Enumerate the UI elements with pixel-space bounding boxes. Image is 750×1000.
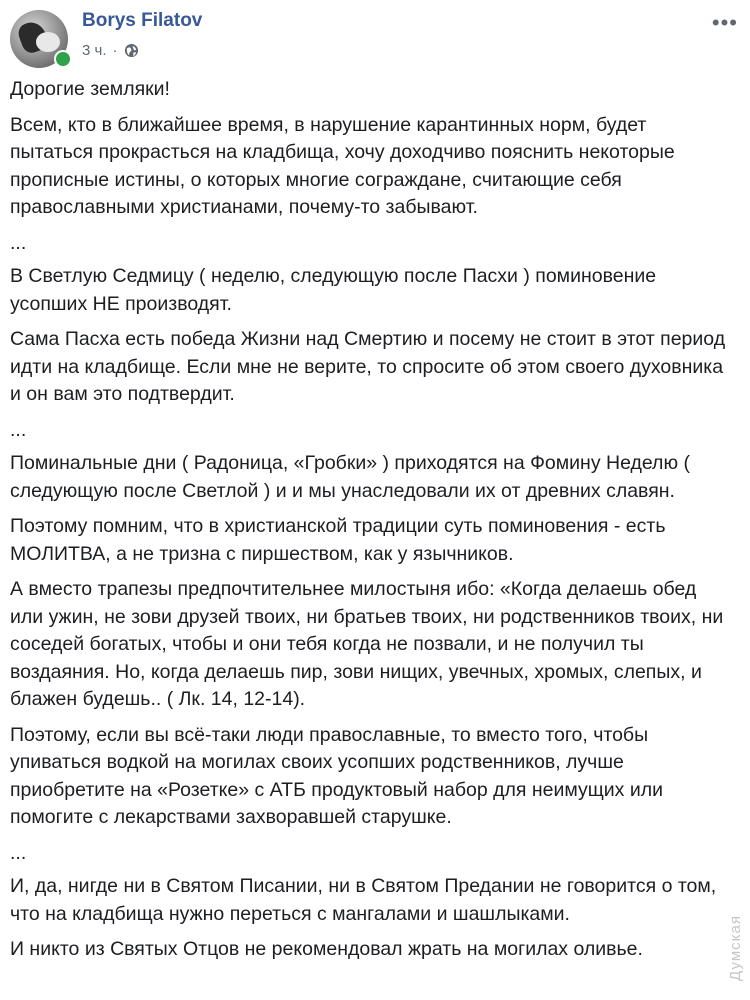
post-paragraph: В Светлую Седмицу ( неделю, следующую после Пасхи ) поминовение усопших НЕ производят. xyxy=(10,265,657,315)
avatar-image-part xyxy=(36,32,60,52)
post-paragraph: Поэтому помним, что в христианской традиции суть поминовения - есть МОЛИТВА, а не тризна с пиршеством, как у язычников. xyxy=(10,515,666,565)
post-paragraph: ... xyxy=(10,231,27,254)
post-timestamp[interactable]: 3 ч. xyxy=(82,42,107,59)
author-name[interactable]: Borys Filatov xyxy=(82,10,203,31)
post-body xyxy=(10,76,732,972)
post-paragraph: Поэтому, если вы всё-таки люди православные, то вместо того, чтобы упиваться водкой на могилах своих усопших родственников, лучше приобретите на «Розетке» с АТБ продуктовый набор для неимущих или помогите с лекарствами захворавшей старушке. xyxy=(10,723,664,828)
post-paragraph: И, да, нигде ни в Святом Писании, ни в Святом Предании не говорится о том, что на кладбища нужно переться с мангалами и шашлыками. xyxy=(10,875,717,925)
globe-icon[interactable] xyxy=(124,43,139,58)
post-paragraph: ... xyxy=(10,841,27,864)
more-options-icon[interactable]: ••• xyxy=(711,10,738,35)
post-paragraph: А вместо трапезы предпочтительнее милостыня ибо: «Когда делаешь обед или ужин, не зови друзей твоих, ни братьев твоих, ни родственников твоих, ни соседей богатых, чтобы и они тебя когда не позвали, и не получил ты воздаяния. Но, когда делаешь пир, зови нищих, увечных, хромых, слепых, и блажен будешь.. ( Лк. 14, 12-14). xyxy=(10,578,724,710)
meta-separator: · xyxy=(112,42,118,59)
watermark-text: Думская xyxy=(727,915,744,981)
online-status-icon xyxy=(54,50,72,68)
post-paragraph: Поминальные дни ( Радоница, «Гробки» ) приходятся на Фомину Неделю ( следующую после Светлой ) и и мы унаследовали их от древних славян. xyxy=(10,452,690,502)
post-meta xyxy=(82,42,139,59)
post-paragraph: И никто из Святых Отцов не рекомендовал жрать на могилах оливье. xyxy=(10,938,643,960)
post-paragraph: Сама Пасха есть победа Жизни над Смертию и посему не стоит в этот период идти на кладбище. Если мне не верите, то спросите об этом своего духовника и он вам это подтвердит. xyxy=(10,328,726,405)
post-paragraph: Всем, кто в ближайшее время, в нарушение карантинных норм, будет пытаться прокрасться на кладбища, хочу доходчиво пояснить некоторые прописные истины, о которых многие сограждане, считающие себя православными христианами, почему-то забывают. xyxy=(10,113,675,218)
post-paragraph: Дорогие земляки! xyxy=(10,78,170,100)
post-paragraph: ... xyxy=(10,418,27,441)
post-header xyxy=(10,6,740,66)
